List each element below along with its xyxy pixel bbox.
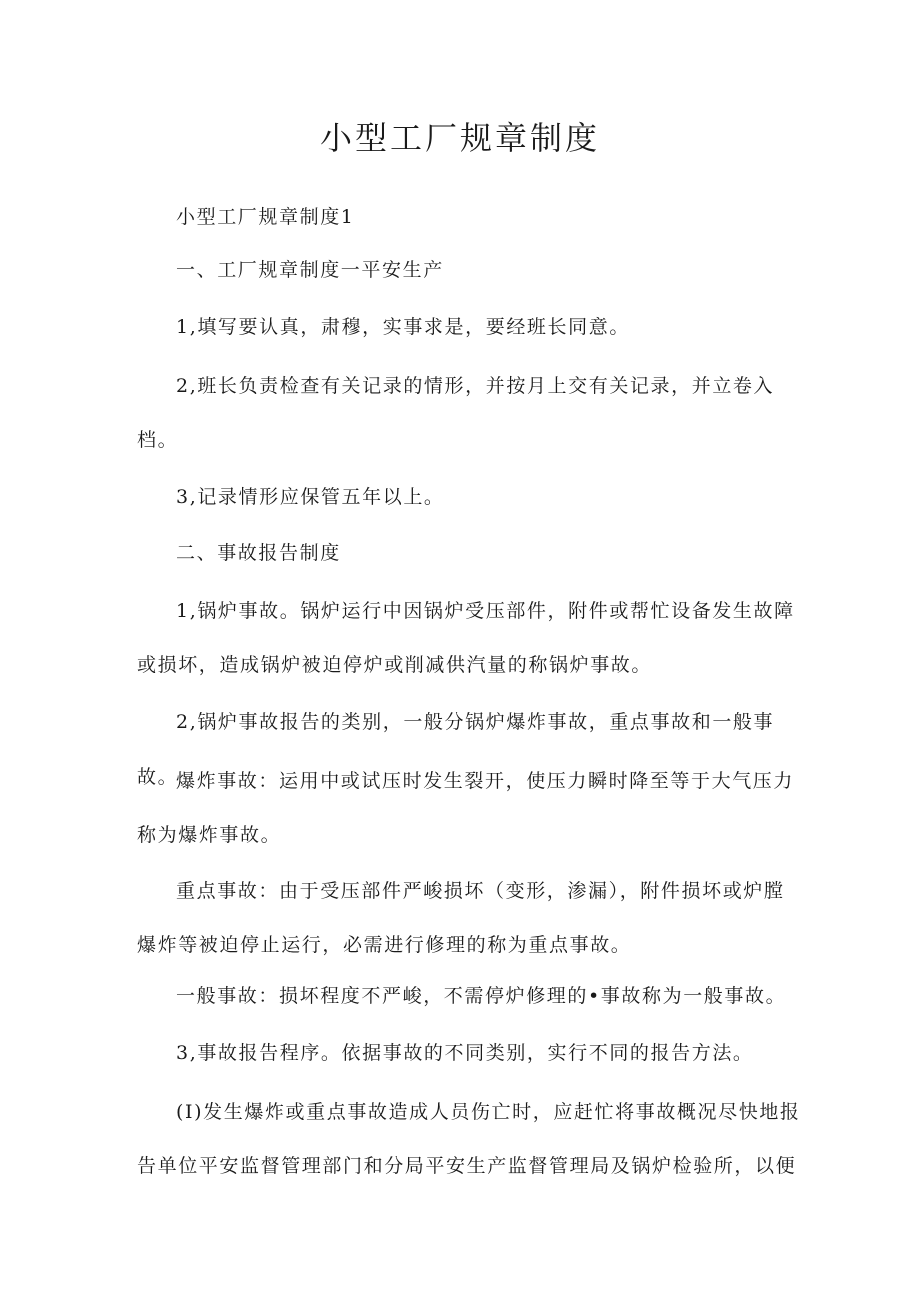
paragraph: 爆炸事故：运用中或试压时发生裂开，使压力瞬时降至等于大气压力称为爆炸事故。 bbox=[137, 770, 795, 846]
paragraph: 小型工厂规章制度1 bbox=[176, 206, 355, 228]
paragraph: 2,锅炉事故报告的类别，一般分锅炉爆炸事故，重点事故和一般事故。 bbox=[137, 711, 775, 788]
paragraph: 重点事故：由于受压部件严峻损坏（变形，渗漏），附件损坏或炉膛爆炸等被迫停止运行，必需进行修理的称为重点事故。 bbox=[137, 880, 785, 956]
paragraph: 一、工厂规章制度一平安生产 bbox=[176, 259, 444, 281]
paragraph: 3,事故报告程序。依据事故的不同类别，实行不同的报告方法。 bbox=[176, 1042, 754, 1064]
paragraph: 2,班长负责检查有关记录的情形，并按月上交有关记录，并立卷入档。 bbox=[137, 375, 775, 451]
paragraph: 一般事故：损坏程度不严峻，不需停炉修理的•事故称为一般事故。 bbox=[176, 985, 787, 1007]
paragraph: (I)发生爆炸或重点事故造成人员伤亡时，应赶忙将事故概况尽快地报告单位平安监督管理部门和分局平安生产监督管理局及锅炉检验所，以便 bbox=[137, 1101, 801, 1177]
paragraph: 1,锅炉事故。锅炉运行中因锅炉受压部件，附件或帮忙设备发生故障或损坏，造成锅炉被迫停炉或削减供汽量的称锅炉事故。 bbox=[137, 600, 795, 676]
paragraph: 二、事故报告制度 bbox=[176, 542, 341, 564]
paragraph: 1,填写要认真，肃穆，实事求是，要经班长同意。 bbox=[176, 316, 630, 338]
paragraph: 3,记录情形应保管五年以上。 bbox=[176, 486, 445, 508]
document-title: 小型工厂规章制度 bbox=[319, 119, 600, 157]
